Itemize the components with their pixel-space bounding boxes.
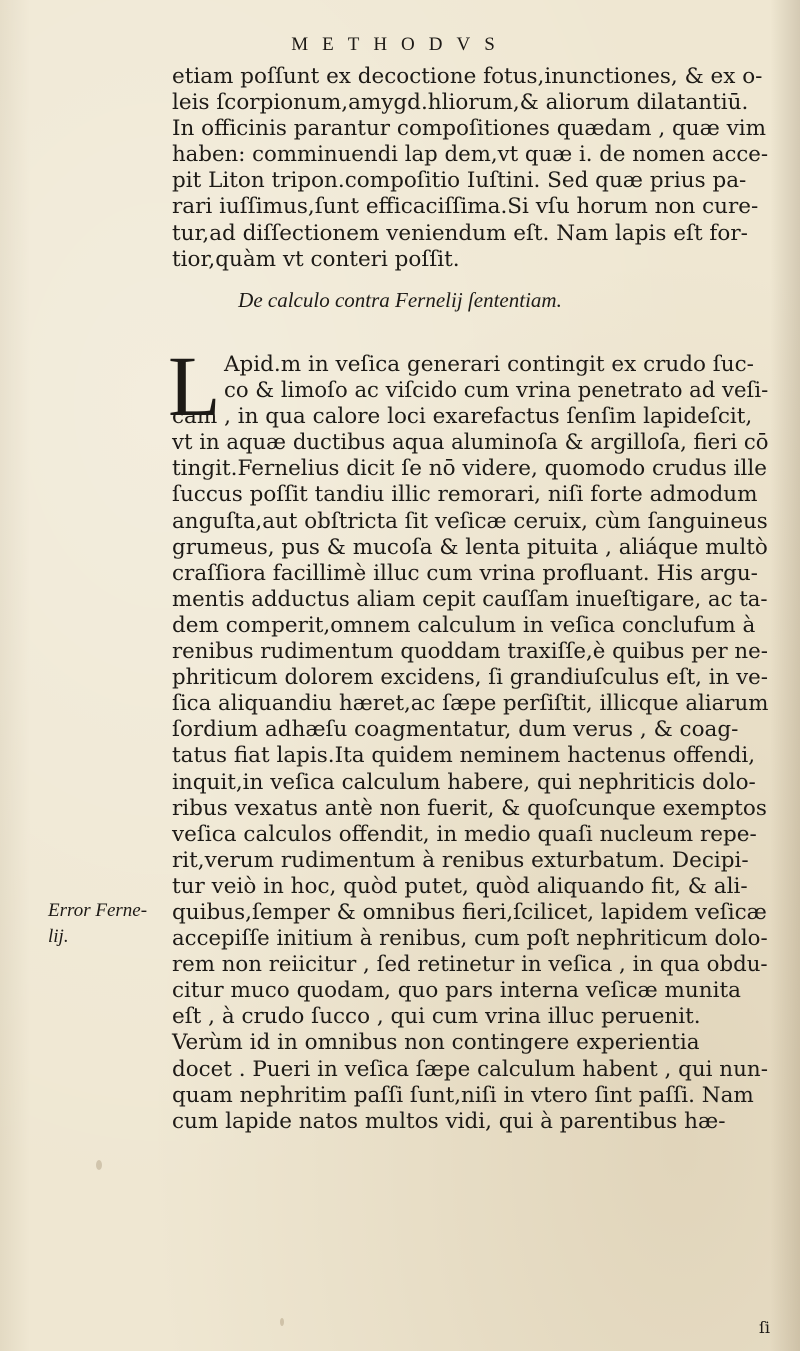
text-line: mentis adductus aliam cepit cauſſam inueſtigare, ac ta- xyxy=(172,586,768,612)
text-line: eſt , à crudo ſucco , qui cum vrina illuc peruenit. xyxy=(172,1004,701,1030)
text-line: ſordium adhæſu coagmentatur, dum verus , & coag- xyxy=(172,717,739,743)
text-line: cam , in qua calore loci exarefactus ſenſim lapideſcit, xyxy=(172,404,753,430)
section-subheading: De calculo contra Fernelij ſententiam. xyxy=(238,288,562,312)
text-line: grumeus, pus & mucoſa & lenta pituita , aliáque multò xyxy=(172,534,768,560)
text-line: cum lapide natos multos vidi, qui à parentibus hæ- xyxy=(172,1108,726,1134)
text-line: docet . Pueri in veſica ſæpe calculum habent , qui nun- xyxy=(172,1056,768,1082)
text-line: vt in aquæ ductibus aqua aluminoſa & argilloſa, fieri cō xyxy=(172,430,769,456)
text-line: tingit.Fernelius dicit ſe nō videre, quomodo crudus ille xyxy=(172,456,768,482)
text-line: phriticum dolorem excidens, ſi grandiuſculus eſt, in ve- xyxy=(172,665,768,691)
text-line: tior,quàm vt conteri poſſit. xyxy=(172,246,460,272)
text-line: ſica aliquandiu hæret,ac ſæpe perſiſtit, illicque aliarum xyxy=(172,691,769,717)
text-line: quam nephritim paſſi ſunt,niſi in vtero ſint paſſi. Nam xyxy=(172,1082,754,1108)
text-line: haben: comminuendi lap dem,vt quæ i. de nomen acce- xyxy=(172,142,769,168)
main-paragraph xyxy=(172,352,768,1135)
text-line: tur,ad diſſectionem veniendum eſt. Nam lapis eſt for- xyxy=(172,220,748,246)
text-line: tatus fiat lapis.Ita quidem neminem hactenus offendi, xyxy=(172,743,756,769)
drop-cap: L xyxy=(168,338,221,434)
catchword: ſi xyxy=(758,1318,770,1337)
marginal-note-line: lij. xyxy=(48,926,69,947)
text-line: In officinis parantur compoſitiones quædam , quæ vim xyxy=(172,116,767,142)
text-line: co & limoſo ac viſcido cum vrina penetrato ad veſi- xyxy=(224,378,769,404)
text-line: tur veiò in hoc, quòd putet, quòd aliquando fit, & ali- xyxy=(172,873,748,899)
text-line: renibus rudimentum quoddam traxiſſe,è quibus per ne- xyxy=(172,639,768,665)
text-line: citur muco quodam, quo pars interna veſicæ munita xyxy=(172,978,741,1004)
text-line: anguſta,aut obſtricta ſit veſicæ ceruix, cùm ſanguineus xyxy=(172,508,768,534)
text-line: inquit,in veſica calculum habere, qui nephriticis dolo- xyxy=(172,769,756,795)
text-line: Apid.m in veſica generari contingit ex crudo ſuc- xyxy=(224,352,754,377)
text-line: quibus,ſemper & omnibus fieri,ſcilicet, lapidem veſicæ xyxy=(172,899,767,925)
text-line: veſica calculos offendit, in medio quaſi nucleum repe- xyxy=(172,821,757,847)
text-line: pit Liton tripon.compoſitio Iuſtini. Sed quæ prius pa- xyxy=(172,168,747,194)
text-line: leis ſcorpionum,amygd.hliorum,& aliorum dilatantiū. xyxy=(172,90,749,116)
top-paragraph xyxy=(172,64,768,273)
text-line: accepiſſe initium à renibus, cum poſt nephriticum dolo- xyxy=(172,926,768,952)
ink-smudge xyxy=(280,1318,284,1326)
running-head: METHODVS xyxy=(291,34,509,55)
text-line: rari iuſſimus,ſunt efficaciſſima.Si vſu horum non cure- xyxy=(172,194,759,220)
marginal-note xyxy=(48,898,147,950)
text-line: etiam poſſunt ex decoctione fotus,inunctiones, & ex o- xyxy=(172,64,763,89)
ink-smudge xyxy=(96,1160,102,1170)
text-line: rem non reiicitur , ſed retinetur in veſica , in qua obdu- xyxy=(172,952,768,978)
text-line: craſſiora facillimè illuc cum vrina profluant. His argu- xyxy=(172,560,758,586)
text-line: rit,verum rudimentum à renibus exturbatum. Decipi- xyxy=(172,847,749,873)
text-line: ſuccus poſſit tandiu illic remorari, niſi forte admodum xyxy=(172,482,758,508)
text-line: ribus vexatus antè non fuerit, & quoſcunque exemptos xyxy=(172,795,767,821)
marginal-note-line: Error Ferne- xyxy=(48,900,148,921)
text-line: Verùm id in omnibus non contingere experientia xyxy=(172,1030,700,1056)
text-line: dem comperit,omnem calculum in veſica conclufum à xyxy=(172,612,756,638)
